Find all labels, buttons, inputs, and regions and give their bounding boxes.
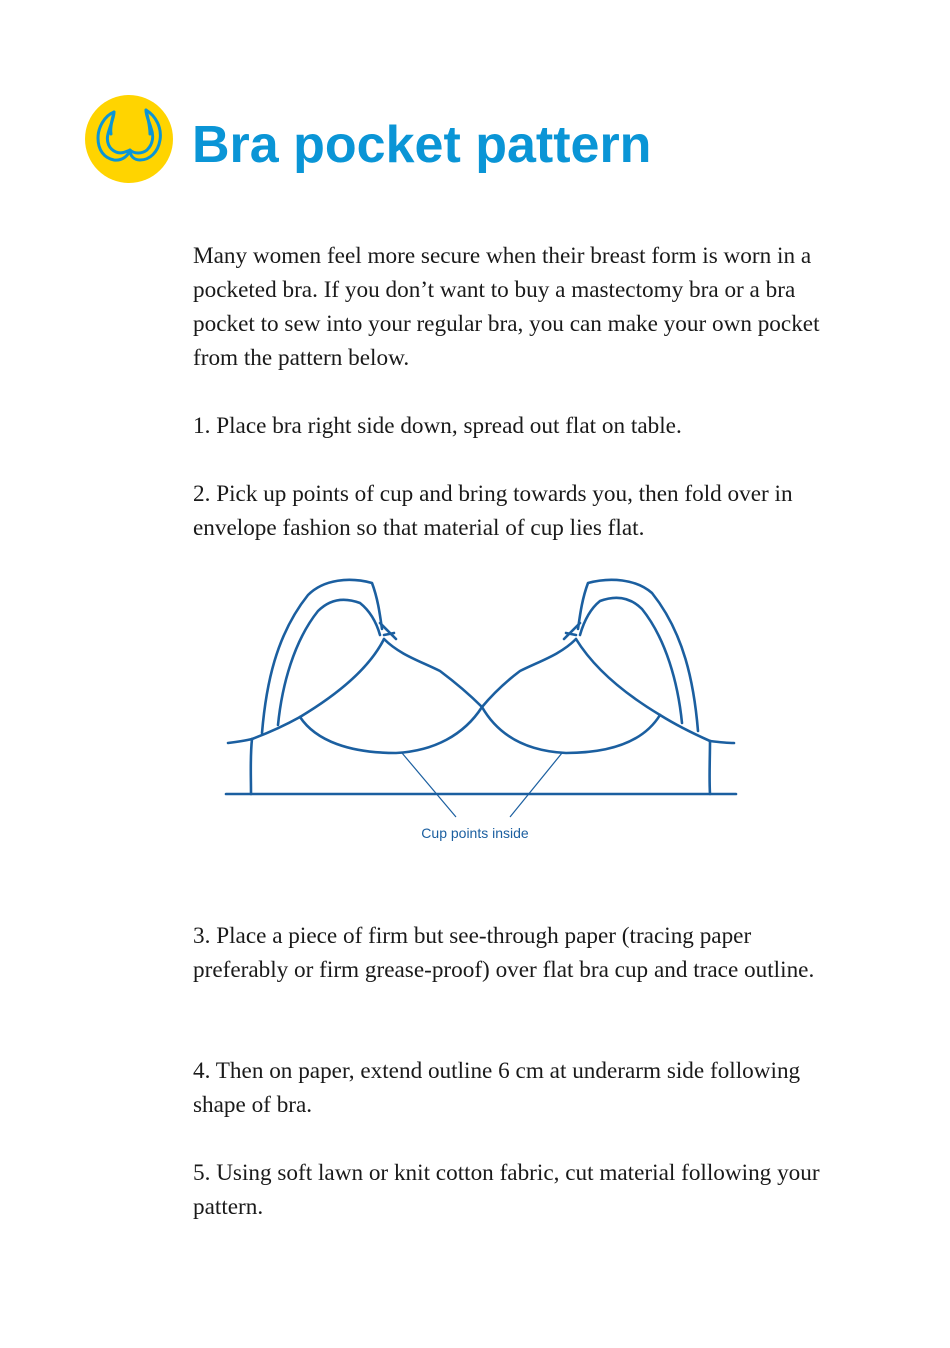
- right-cup-neckline: [482, 639, 576, 707]
- step-1: 1. Place bra right side down, spread out flat on table.: [193, 413, 682, 439]
- left-cup-top: [300, 639, 384, 717]
- band-left-top: [252, 717, 300, 739]
- step-2: 2. Pick up points of cup and bring towards you, then fold over in envelope fashion so that material of cup lies flat.: [193, 481, 793, 541]
- bra-illustration: [220, 575, 745, 850]
- band-top-left-line: [228, 739, 252, 743]
- right-cup-bottom: [482, 707, 660, 753]
- illustration-caption: Cup points inside: [421, 825, 529, 841]
- left-strap-ring-1: [380, 623, 396, 639]
- step-5: 5. Using soft lawn or knit cotton fabric, cut material following your pattern.: [193, 1160, 820, 1220]
- bra-logo-icon: [84, 94, 174, 184]
- right-strap-ring-1: [564, 623, 580, 639]
- step-4: 4. Then on paper, extend outline 6 cm at underarm side following shape of bra.: [193, 1058, 801, 1118]
- band-top-right-line: [710, 741, 734, 743]
- left-cup-bottom: [300, 707, 482, 753]
- intro-paragraph: Many women feel more secure when their breast form is worn in a pocketed bra. If you don’t want to buy a mastectomy bra or a bra pocket to sew into your regular bra, you can make your own pocket from the pattern below.: [193, 243, 820, 371]
- step-3: 3. Place a piece of firm but see-through paper (tracing paper preferably or firm grease-proof) over flat bra cup and trace outline.: [193, 923, 815, 983]
- band-bottom-line: [226, 794, 736, 795]
- page-title: Bra pocket pattern: [192, 116, 652, 174]
- right-cup-top: [576, 639, 660, 715]
- left-leader-line: [402, 753, 456, 817]
- band-left-edge: [251, 739, 252, 794]
- left-cup-neckline: [384, 639, 482, 707]
- right-leader-line: [510, 753, 562, 817]
- band-right-top: [660, 715, 710, 741]
